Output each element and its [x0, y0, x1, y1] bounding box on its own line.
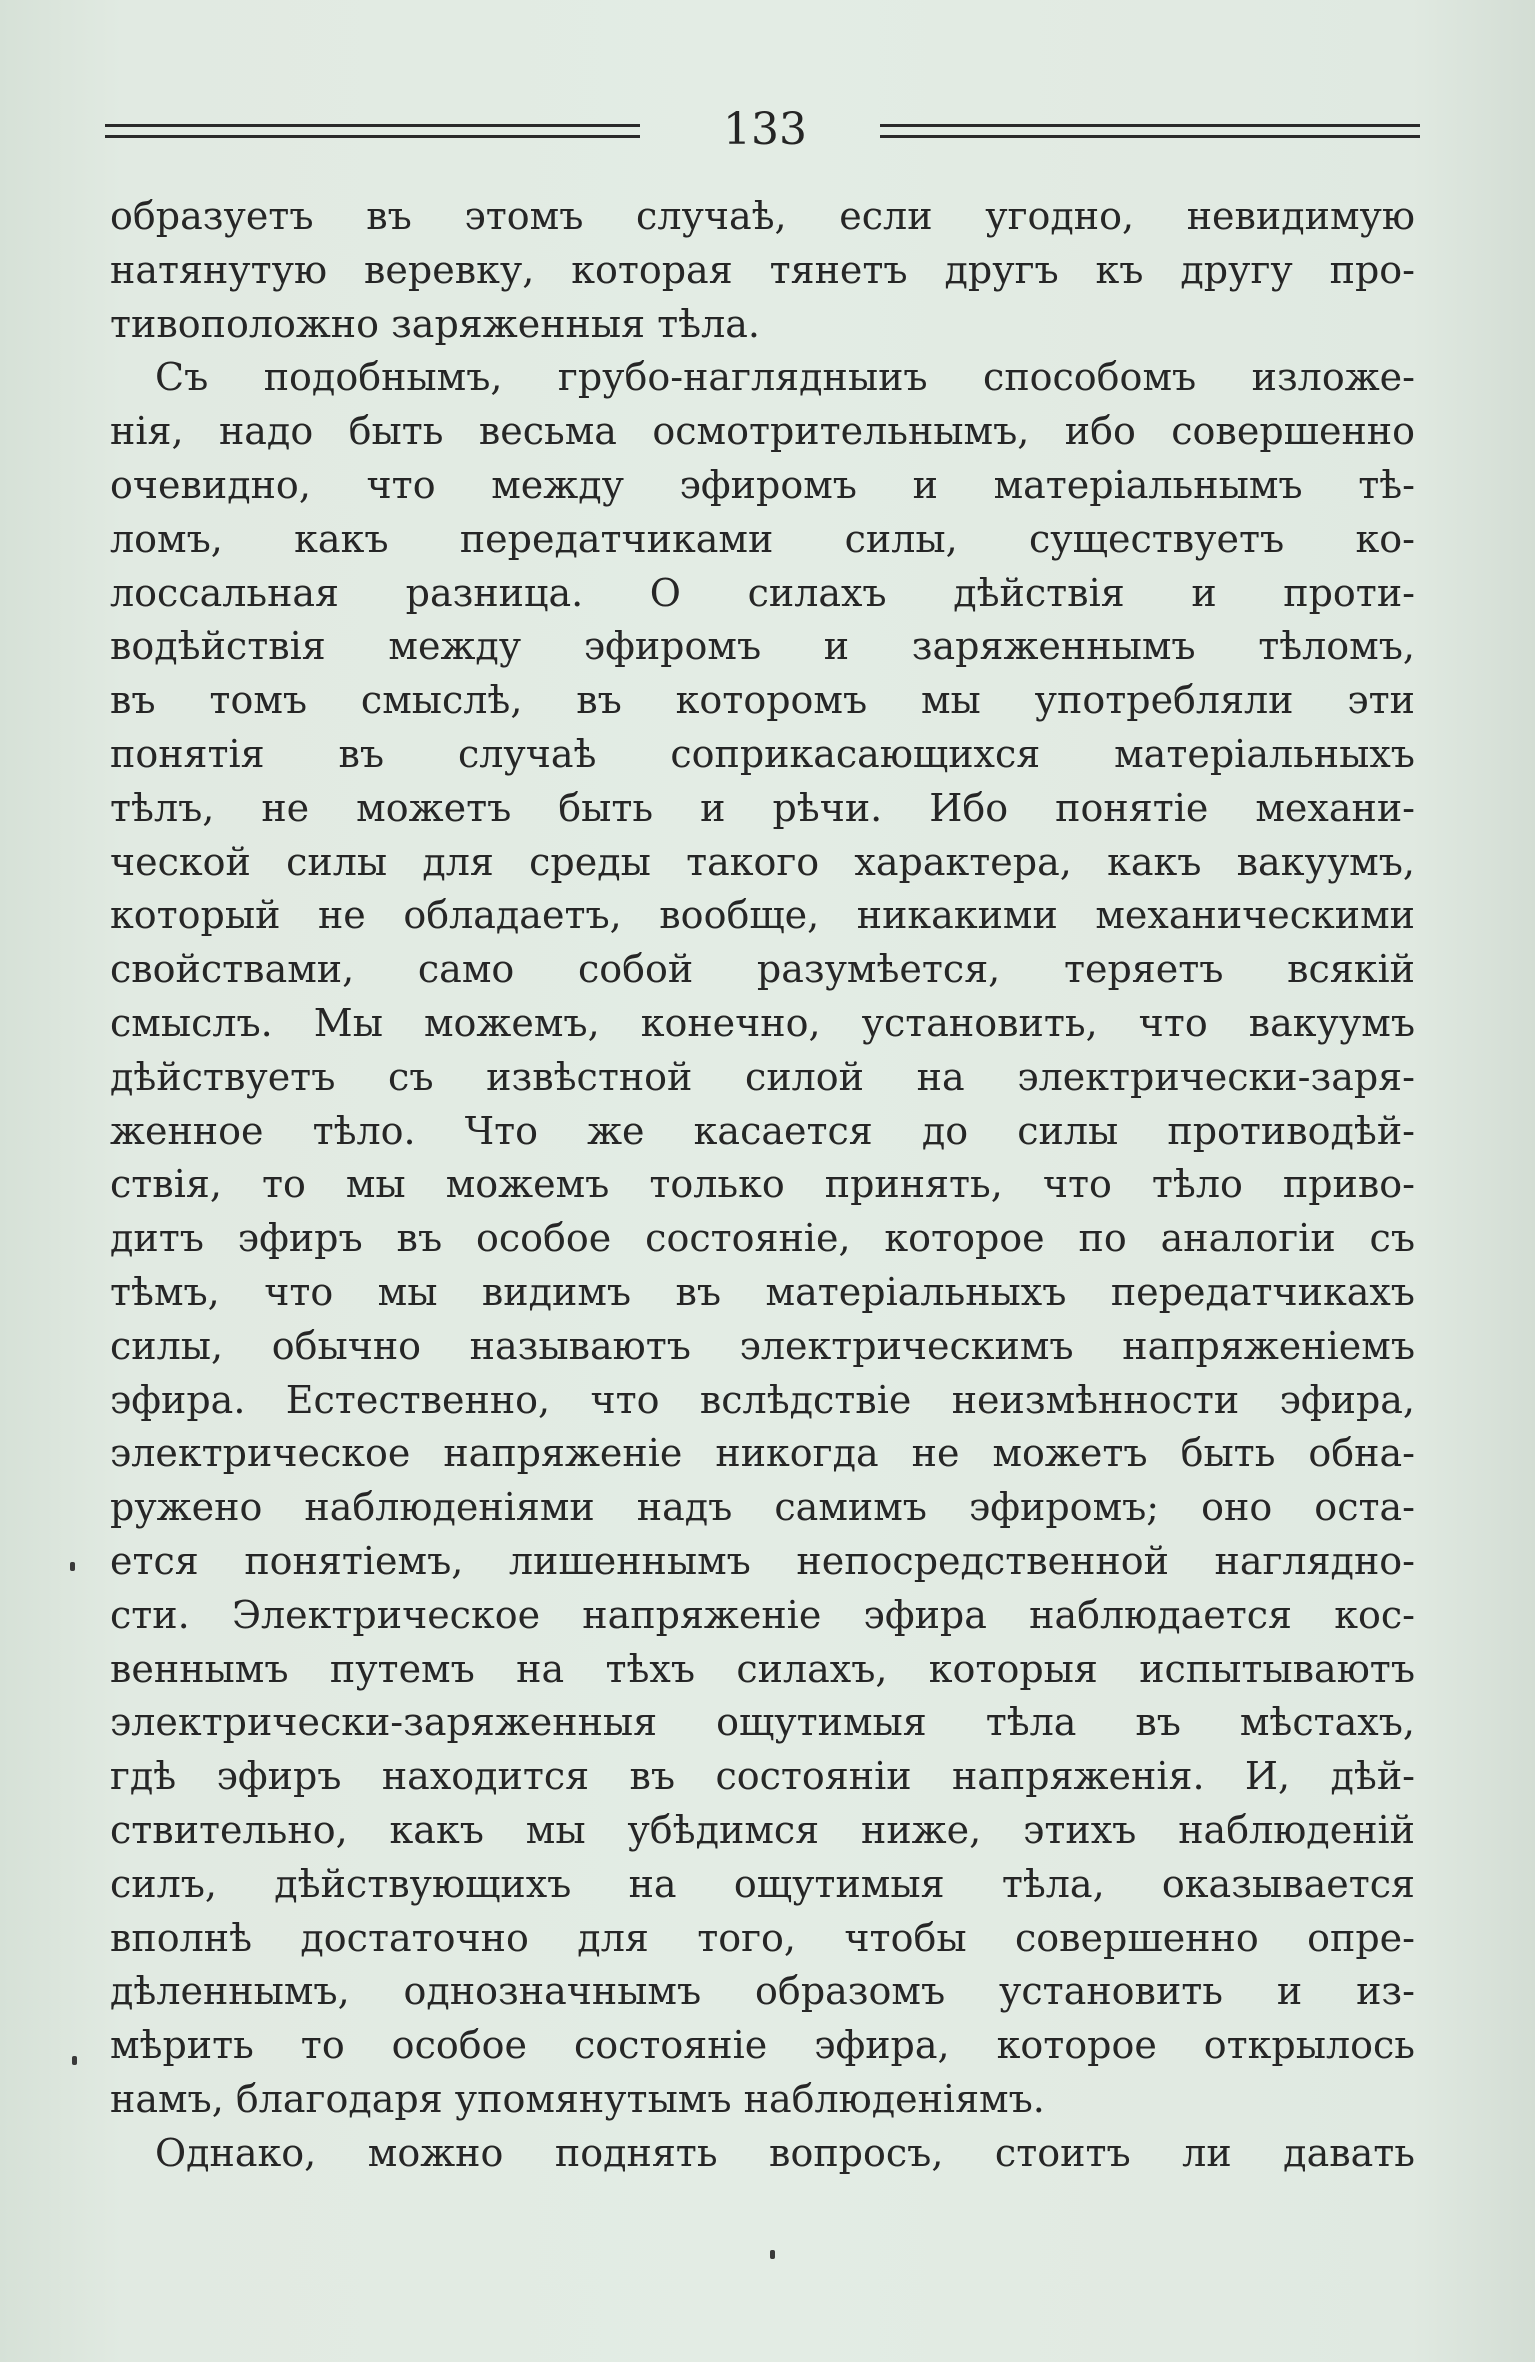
text-line: силъ, дѣйствующихъ на ощутимыя тѣла, оказывается: [110, 1861, 1415, 1906]
text-line: ружено наблюденіями надъ самимъ эфиромъ; оно оста-: [110, 1485, 1415, 1530]
margin-speck: [770, 2250, 775, 2259]
text-line: смыслъ. Мы можемъ, конечно, установить, что вакуумъ: [110, 1000, 1415, 1045]
text-line: который не обладаетъ, вообще, никакими механическими: [110, 893, 1415, 938]
text-line: мѣрить то особое состояніе эфира, которое открылось: [110, 2023, 1415, 2068]
text-line: тѣмъ, что мы видимъ въ матеріальныхъ передатчикахъ: [110, 1269, 1415, 1314]
text-line: вполнѣ достаточно для того, чтобы совершенно опре-: [110, 1915, 1415, 1960]
text-line: Съ подобнымъ, грубо-наглядныиъ способомъ изложе-: [155, 355, 1415, 400]
text-line: Однако, можно поднять вопросъ, стоитъ ли давать: [155, 2130, 1415, 2175]
text-line: ствительно, какъ мы убѣдимся ниже, этихъ наблюденій: [110, 1807, 1415, 1852]
text-line: веннымъ путемъ на тѣхъ силахъ, которыя испытываютъ: [110, 1646, 1415, 1691]
margin-speck: [70, 1562, 75, 1571]
text-line: ется понятіемъ, лишеннымъ непосредственной наглядно-: [110, 1538, 1415, 1583]
text-line: дитъ эфиръ въ особое состояніе, которое по аналогіи съ: [110, 1216, 1415, 1261]
text-line: гдѣ эфиръ находится въ состояніи напряженія. И, дѣй-: [110, 1754, 1415, 1799]
body-text: [110, 190, 1415, 2180]
text-line: ствія, то мы можемъ только принять, что тѣло приво-: [110, 1162, 1415, 1207]
text-line: тѣлъ, не можетъ быть и рѣчи. Ибо понятіе механи-: [110, 785, 1415, 830]
text-line: намъ, благодаря упомянутымъ наблюденіямъ.: [110, 2076, 1045, 2121]
text-line: свойствами, само собой разумѣется, теряетъ всякій: [110, 947, 1415, 992]
page-number: 133: [723, 104, 807, 155]
text-line: натянутую веревку, которая тянетъ другъ къ другу про-: [110, 247, 1415, 292]
text-line: лоссальная разница. О силахъ дѣйствія и проти-: [110, 570, 1415, 615]
text-line: ломъ, какъ передатчиками силы, существуетъ ко-: [110, 516, 1415, 561]
text-line: дѣйствуетъ съ извѣстной силой на электрически-заря-: [110, 1054, 1415, 1099]
header-rule-left: [105, 124, 640, 138]
text-line: силы, обычно называютъ электрическимъ напряженіемъ: [110, 1323, 1415, 1368]
text-line: эфира. Естественно, что вслѣдствіе неизмѣнности эфира,: [110, 1377, 1415, 1422]
text-line: водѣйствія между эфиромъ и заряженнымъ тѣломъ,: [110, 624, 1415, 669]
text-line: электрически-заряженныя ощутимыя тѣла въ мѣстахъ,: [110, 1700, 1415, 1745]
text-line: ческой силы для среды такого характера, какъ вакуумъ,: [110, 839, 1415, 884]
text-line: понятія въ случаѣ соприкасающихся матеріальныхъ: [110, 731, 1415, 776]
text-line: нія, надо быть весьма осмотрительнымъ, ибо совершенно: [110, 409, 1415, 454]
header-rule-right: [880, 124, 1420, 138]
text-line: очевидно, что между эфиромъ и матеріальнымъ тѣ-: [110, 462, 1415, 507]
text-line: дѣленнымъ, однозначнымъ образомъ установить и из-: [110, 1969, 1415, 2014]
text-line: образуетъ въ этомъ случаѣ, если угодно, невидимую: [110, 194, 1415, 238]
text-line: электрическое напряженіе никогда не можетъ быть обна-: [110, 1431, 1415, 1476]
text-line: женное тѣло. Что же касается до силы противодѣй-: [110, 1108, 1415, 1153]
page-header: [105, 100, 1420, 160]
text-line: тивоположно заряженныя тѣла.: [110, 301, 760, 346]
margin-speck: [72, 2056, 77, 2065]
text-line: въ томъ смыслѣ, въ которомъ мы употребляли эти: [110, 678, 1415, 723]
text-line: сти. Электрическое напряженіе эфира наблюдается кос-: [110, 1592, 1415, 1637]
